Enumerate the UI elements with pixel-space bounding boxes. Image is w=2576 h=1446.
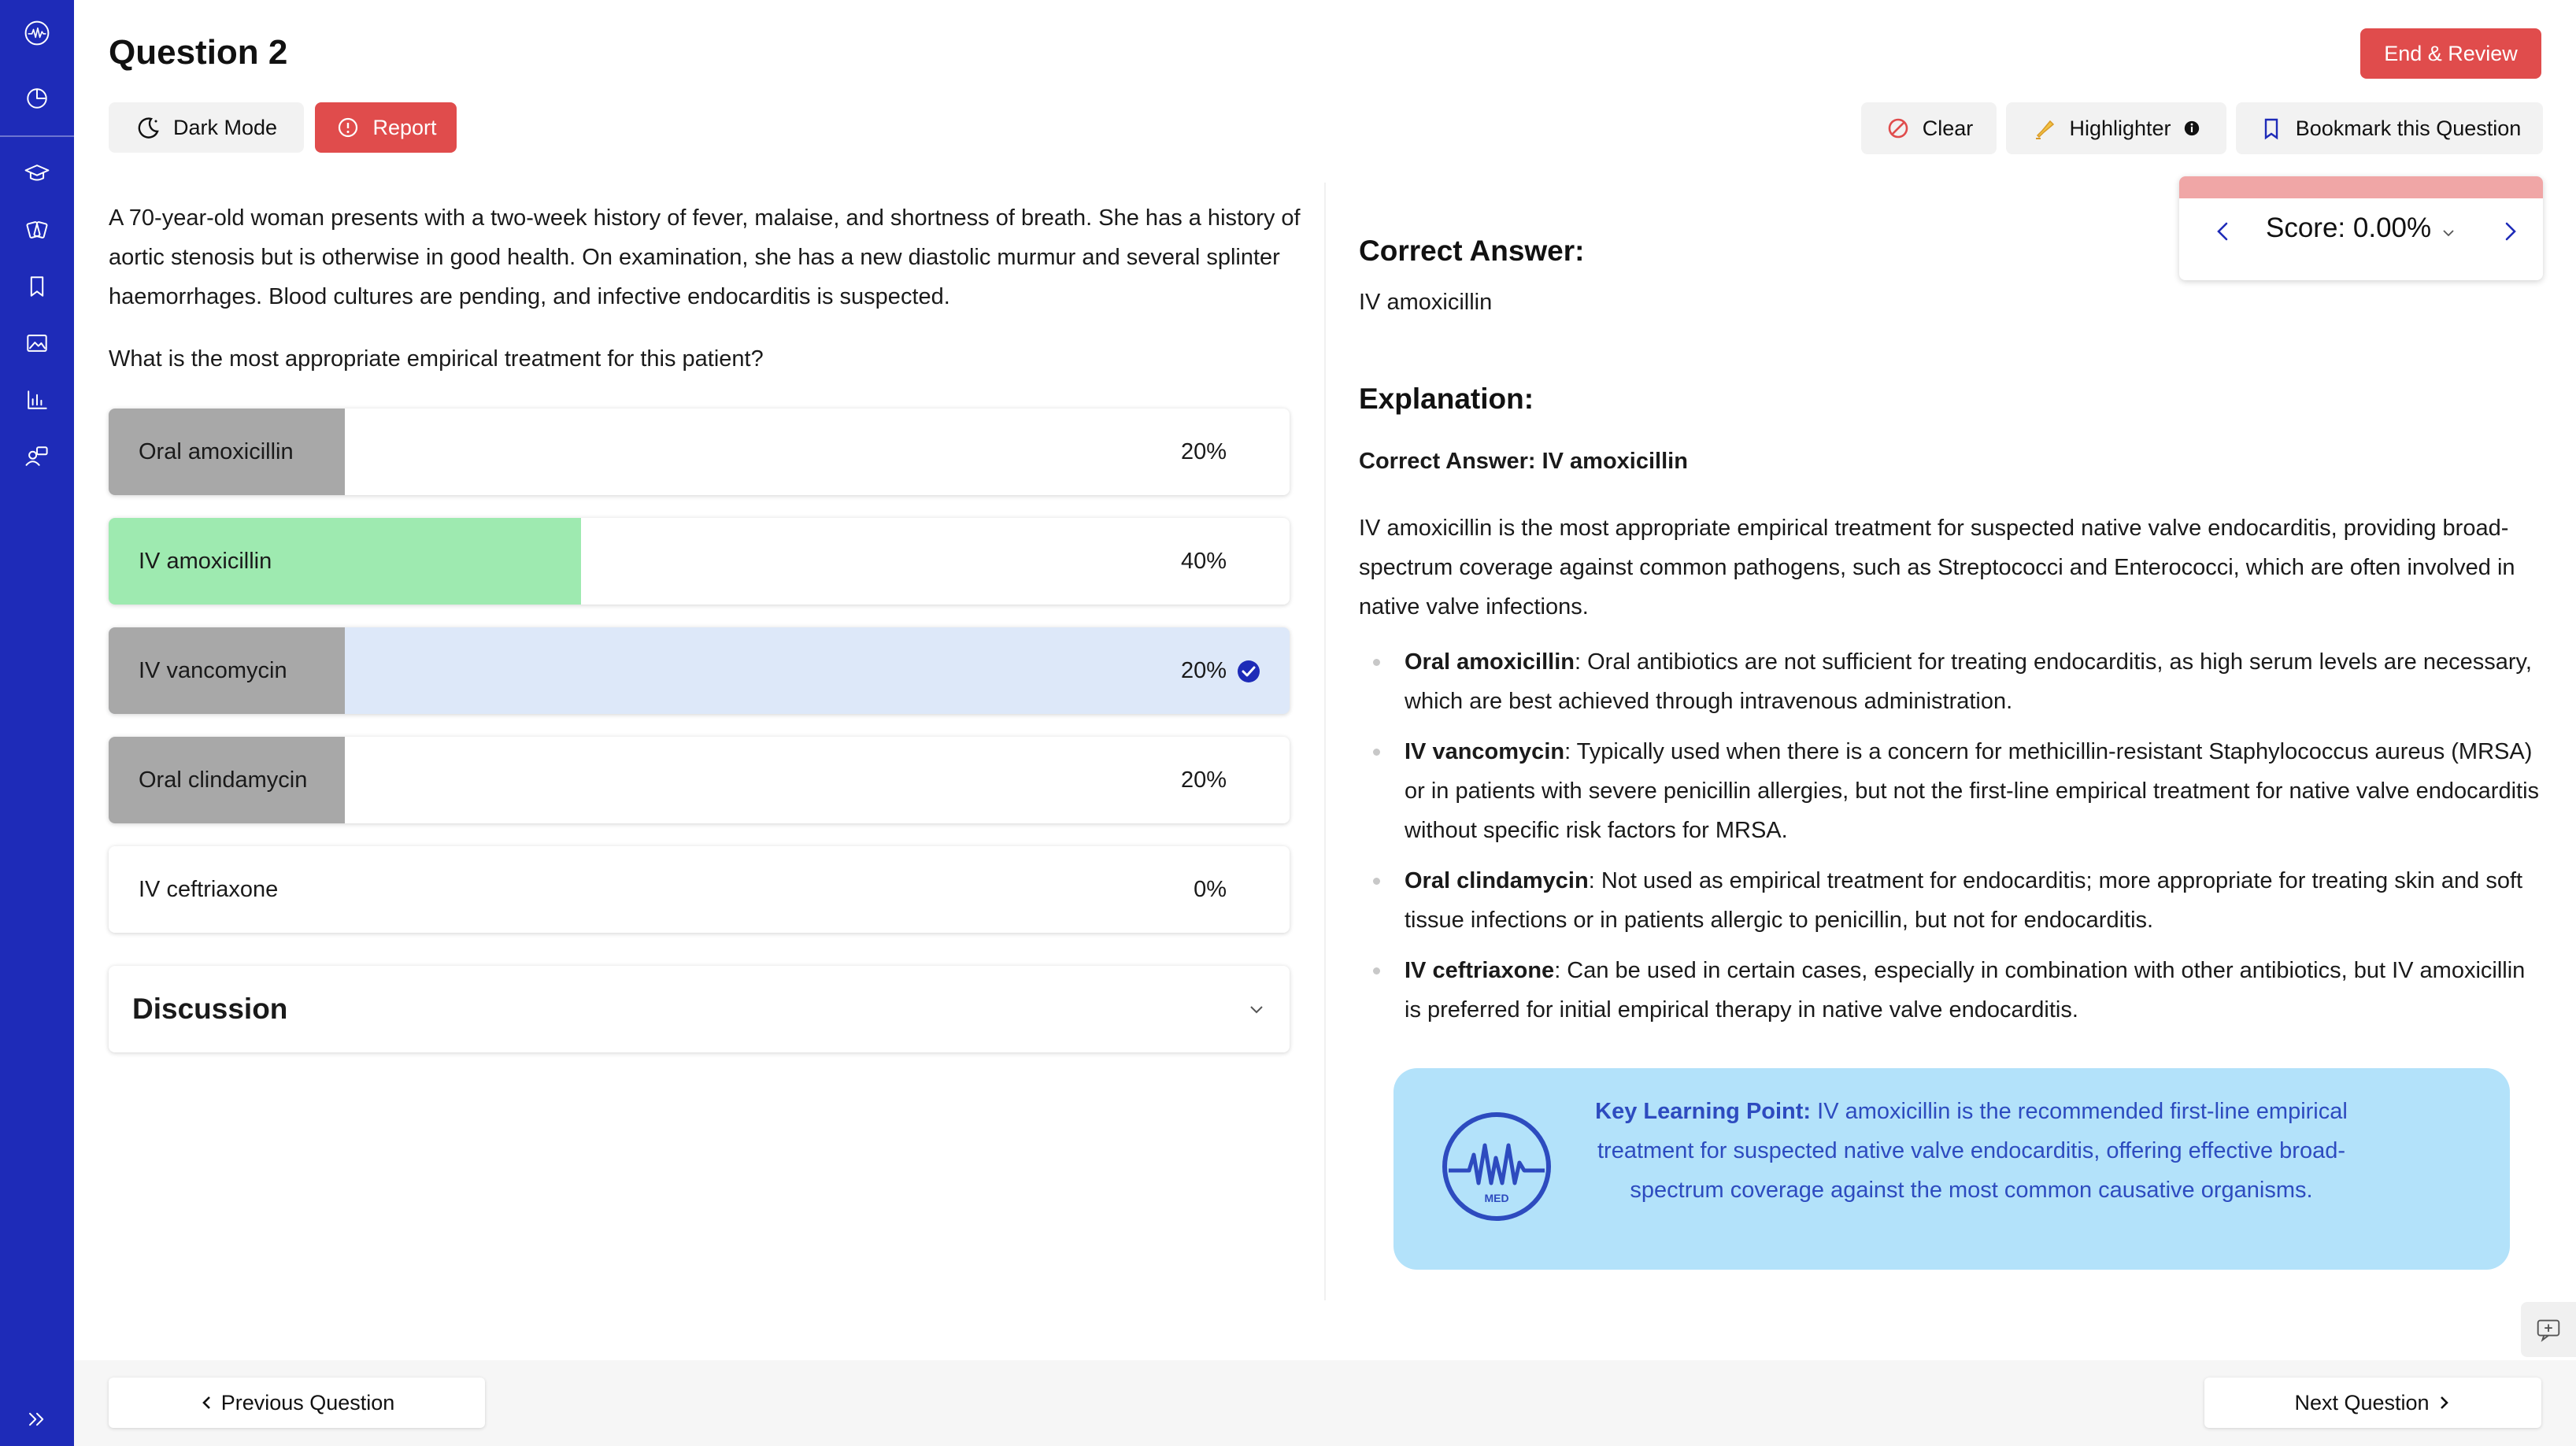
next-question-button[interactable] — [2204, 1378, 2541, 1428]
report-label: Report — [372, 115, 437, 139]
bullet-term: IV ceftriaxone — [1405, 958, 1555, 983]
bullet-item — [1359, 642, 2548, 721]
next-label: Next Question — [2294, 1390, 2430, 1415]
key-learning-text — [1564, 1092, 2379, 1210]
option-label: IV ceftriaxone — [139, 877, 279, 902]
bullet-text: : Oral antibiotics are not sufficient for treating endocarditis, as high serum levels are necessary, which are best achieved through intravenous administration. — [1405, 649, 2532, 714]
option-iv-amoxicillin[interactable] — [109, 518, 1290, 605]
discussion-accordion[interactable] — [109, 966, 1290, 1052]
explanation-paragraph: IV amoxicillin is the most appropriate empirical treatment for suspected native valve endocarditis, providing broad-spectrum coverage against common pathogens, such as Streptococci and Enterococci, which are often involved in native valve infections. — [1359, 516, 2515, 619]
bullet-term: Oral amoxicillin — [1405, 649, 1575, 675]
bullet-text: : Not used as empirical treatment for endocarditis; more appropriate for treating skin and soft tissue infections or in patients allergic to penicillin, but not for endocarditis. — [1405, 868, 2523, 933]
bullet-item — [1359, 732, 2548, 850]
option-percent: 20% — [1180, 767, 1227, 793]
discussion-label: Discussion — [132, 993, 288, 1025]
add-comment-icon — [2533, 1315, 2563, 1344]
question-stem: A 70-year-old woman presents with a two-week history of fever, malaise, and shortness of breath. She has a history of aortic stenosis but is otherwise in good health. On examination, she has a new diastolic murmur and several splinter haemorrhages. Blood cultures are pending, and infective endocarditis is suspected. — [109, 205, 1301, 309]
sidebar — [0, 0, 74, 1446]
ban-icon — [1885, 115, 1912, 142]
highlighter-button[interactable] — [2006, 102, 2226, 154]
alert-circle-icon — [335, 114, 361, 141]
bar-chart-icon[interactable] — [21, 384, 53, 416]
option-percent: 20% — [1180, 658, 1227, 683]
score-card — [2179, 176, 2543, 280]
end-review-button[interactable] — [2360, 28, 2541, 79]
clear-label: Clear — [1922, 116, 1974, 140]
option-percent: 20% — [1180, 439, 1227, 464]
clock-icon[interactable] — [21, 83, 53, 114]
chevron-right-icon[interactable] — [2497, 217, 2522, 246]
bullet-item — [1359, 951, 2548, 1030]
image-icon[interactable] — [21, 327, 53, 359]
highlighter-icon — [2031, 115, 2058, 142]
dark-mode-button[interactable] — [109, 102, 304, 153]
cards-icon[interactable] — [21, 214, 53, 246]
option-label: IV vancomycin — [139, 658, 287, 683]
add-note-button[interactable] — [2521, 1302, 2576, 1357]
option-oral-amoxicillin[interactable] — [109, 409, 1290, 495]
user-chat-icon[interactable] — [21, 441, 53, 472]
bullet-term: IV vancomycin — [1405, 739, 1565, 764]
correct-answer-heading: Correct Answer: — [1359, 235, 1585, 267]
logo-text: MED — [1484, 1192, 1509, 1204]
sidebar-divider — [0, 135, 74, 137]
chevron-down-icon — [1247, 1000, 1266, 1019]
score-label[interactable]: Score: 0.00% — [2266, 213, 2432, 243]
explanation-subheading: Correct Answer: IV amoxicillin — [1359, 449, 1688, 474]
key-learning-point — [1393, 1068, 2510, 1270]
bookmark-outline-icon — [2258, 115, 2285, 142]
option-label: IV amoxicillin — [139, 549, 272, 574]
graduation-cap-icon[interactable] — [21, 157, 53, 189]
chevron-down-icon[interactable] — [2441, 225, 2456, 241]
end-review-label: End & Review — [2384, 41, 2518, 65]
bookmark-icon[interactable] — [21, 271, 53, 302]
chevron-left-icon — [199, 1395, 215, 1411]
pane-divider — [1324, 183, 1326, 1300]
mla-med-logo-icon — [1438, 1108, 1556, 1226]
bullet-term: Oral clindamycin — [1405, 868, 1589, 893]
option-percent: 0% — [1194, 877, 1227, 902]
option-percent: 40% — [1180, 549, 1227, 574]
explanation-bullets — [1359, 642, 2548, 1041]
key-learning-title: Key Learning Point: — [1595, 1099, 1812, 1124]
moon-icon — [135, 114, 162, 141]
info-icon — [2182, 119, 2201, 138]
report-button[interactable] — [315, 102, 457, 153]
score-status-bar — [2179, 176, 2543, 198]
bookmark-question-button[interactable] — [2236, 102, 2543, 154]
option-label: Oral clindamycin — [139, 767, 308, 793]
page-title: Question 2 — [109, 33, 288, 72]
explanation-heading: Explanation: — [1359, 383, 1534, 415]
highlighter-label: Highlighter — [2069, 116, 2171, 140]
bullet-text: : Typically used when there is a concern for methicillin-resistant Staphylococcus aureus (MRSA) or in patients with severe penicillin allergies, but not the first-line empirical treatment for native valve endocarditis without specific risk factors for MRSA. — [1405, 739, 2540, 843]
bullet-item — [1359, 861, 2548, 940]
clear-button[interactable] — [1861, 102, 1997, 154]
previous-label: Previous Question — [220, 1390, 395, 1415]
chevron-right-icon — [2436, 1395, 2452, 1411]
option-label: Oral amoxicillin — [139, 439, 294, 464]
bullet-text: : Can be used in certain cases, especially in combination with other antibiotics, but IV amoxicillin is preferred for initial empirical therapy in native valve endocarditis. — [1405, 958, 2526, 1023]
option-iv-ceftriaxone[interactable] — [109, 846, 1290, 933]
dark-mode-label: Dark Mode — [172, 115, 278, 139]
previous-question-button[interactable] — [109, 1378, 485, 1428]
option-iv-vancomycin[interactable] — [109, 627, 1290, 714]
question-prompt: What is the most appropriate empirical treatment for this patient? — [109, 346, 764, 372]
correct-answer-value: IV amoxicillin — [1359, 290, 1493, 315]
bookmark-label: Bookmark this Question — [2295, 116, 2522, 140]
key-learning-body: IV amoxicillin is the recommended first-line empirical treatment for suspected native valve endocarditis, offering effective broad-spectrum coverage against the most common causative organisms. — [1597, 1099, 2348, 1203]
chevron-left-icon[interactable] — [2211, 217, 2236, 246]
option-oral-clindamycin[interactable] — [109, 737, 1290, 823]
selected-check-icon — [1236, 659, 1261, 684]
logo-icon[interactable] — [21, 17, 53, 49]
expand-icon[interactable] — [21, 1403, 53, 1435]
